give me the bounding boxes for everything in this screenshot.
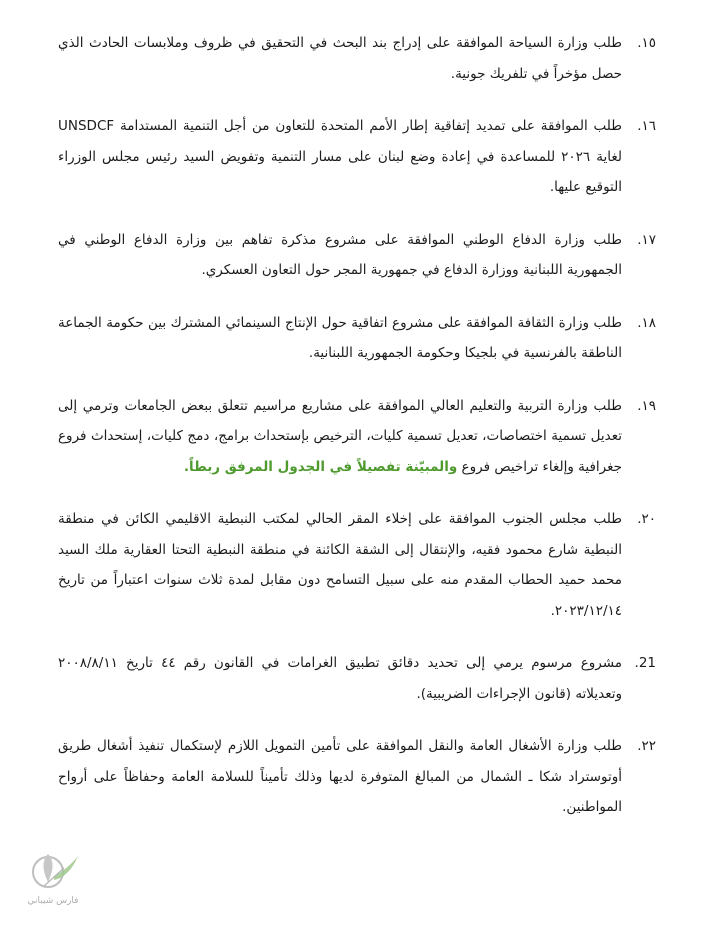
agenda-item-18 xyxy=(58,308,656,369)
agenda-item-17 xyxy=(58,225,656,286)
item-number: ١٥. xyxy=(637,35,656,51)
agenda-item-20 xyxy=(58,504,656,626)
item-text: طلب وزارة الأشغال العامة والنقل الموافقة على تأمين التمويل اللازم لإستكمال تنفيذ أشغال طريق أوتوستراد شكا ـ الشمال من المبالغ المتوفرة لديها وذلك تأميناً للسلامة العامة وحفاظاً على أرواح المواطنين. xyxy=(58,738,622,815)
item-text: طلب وزارة التربية والتعليم العالي الموافقة على مشاريع مراسيم تتعلق ببعض الجامعات وترمي إلى تعديل تسمية اختصاصات، تعديل تسمية كليات، الترخيص بإستحداث برامج، دمج كليات، إستحداث فروع جغرافية وإلغاء تراخيص فروع xyxy=(58,397,622,475)
item-number: ١٦. xyxy=(637,118,656,134)
agenda-item-19 xyxy=(58,391,656,483)
item-number: ٢٠. xyxy=(637,511,656,527)
item-text: طلب وزارة السياحة الموافقة على إدراج بند البحث في التحقيق في ظروف وملابسات الحادث الذي حصل مؤخراً في تلفريك جونية. xyxy=(58,35,622,82)
item-number: ١٧. xyxy=(637,231,656,248)
item-number: ١٨. xyxy=(637,314,656,331)
item-text: طلب مجلس الجنوب الموافقة على إخلاء المقر الحالي لمكتب النبطية الاقليمي الكائن في منطقة النبطية شارع محمود فقيه، والإنتقال إلى الشقة الكائنة في منطقة النبطية التحتا العقارية ملك السيد محمد حميد الحطاب المقدم منه على سبيل التسامح دون مقابل لمدة ثلاث سنوات اعتباراً من تاريخ ٢٠٢٣/١٢/١٤. xyxy=(58,511,622,619)
watermark-logo xyxy=(24,846,82,910)
item-number: 21. xyxy=(634,655,656,671)
agenda-document xyxy=(58,28,656,823)
agenda-item-16 xyxy=(58,111,656,203)
item-text: طلب وزارة الدفاع الوطني الموافقة على مشروع مذكرة تفاهم بين وزارة الدفاع الوطني في الجمهورية اللبنانية ووزارة الدفاع في جمهورية المجر حول التعاون العسكري. xyxy=(58,231,622,278)
agenda-item-15 xyxy=(58,28,656,89)
agenda-item-22 xyxy=(58,731,656,823)
watermark-label: فارس شيباني xyxy=(27,896,79,906)
item-text: مشروع مرسوم يرمي إلى تحديد دقائق تطبيق الغرامات في القانون رقم ٤٤ تاريخ ٢٠٠٨/٨/١١ وتعديلاته (قانون الإجراءات الضريبية). xyxy=(58,655,623,702)
item-number: ١٩. xyxy=(637,397,656,414)
agenda-item-21 xyxy=(58,648,656,709)
item-text: طلب وزارة الثقافة الموافقة على مشروع اتفاقية حول الإنتاج السينمائي المشترك بين حكومة الجماعة الناطقة بالفرنسية في بلجيكا وحكومة الجمهورية اللبنانية. xyxy=(58,314,622,361)
highlighted-text: والمبيّنة تفصيلاً في الجدول المرفق ربطاً. xyxy=(183,458,458,475)
item-text-container xyxy=(58,391,622,483)
item-number: ٢٢. xyxy=(637,738,656,754)
feather-logo-icon xyxy=(24,846,82,896)
item-text: طلب الموافقة على تمديد إتفاقية إطار الأمم المتحدة للتعاون من أجل التنمية المستدامة UNSDCF لغاية ٢٠٢٦ للمساعدة في إعادة وضع لبنان على مسار التنمية وتفويض السيد رئيس مجلس الوزراء التوقيع عليها. xyxy=(58,118,622,195)
